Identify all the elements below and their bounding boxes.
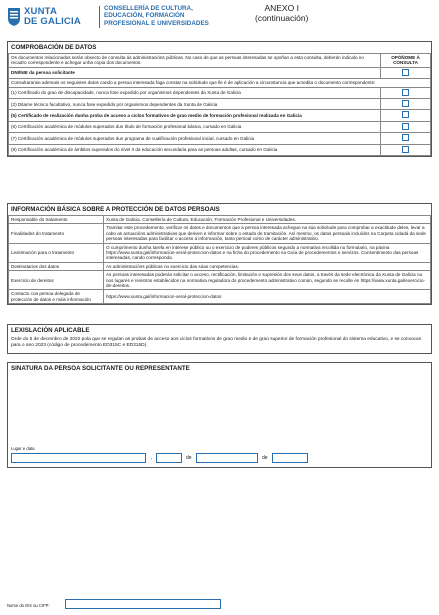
additional-consult-note: Consultaranse ademais os seguintes datos cando a persoa interesada faga constar na solicitude que lle é de aplicación a circunstancia que acredita o documento correspondente: — [9, 79, 431, 87]
protection-row-label: Destinatarios dos datos — [9, 262, 104, 270]
protection-row-label: Lexitimación para o tratamento — [9, 243, 104, 262]
verification-table — [8, 53, 431, 156]
protection-row-value: https://www.xunta.gal/informacion-xeral-proteccion-datos — [104, 290, 431, 304]
oppose-dni-checkbox[interactable] — [402, 69, 409, 76]
ies-name-label: Nome do IES ou CIFP: — [7, 603, 50, 608]
place-field[interactable] — [11, 453, 146, 463]
ies-name-field[interactable] — [65, 599, 221, 609]
oppose-checkbox[interactable] — [402, 123, 409, 130]
protection-row-value: As administracións públicas no exercicio das súas competencias. — [104, 262, 431, 270]
oppose-checkbox[interactable] — [402, 111, 409, 118]
day-field[interactable] — [156, 453, 182, 463]
xunta-logo — [7, 4, 97, 30]
month-field[interactable] — [196, 453, 258, 463]
consult-row-label: (6) Certificación académica de módulos superados dun título de formación profesional básica, cursado en Galicia — [9, 121, 381, 132]
consellaria-name — [104, 5, 209, 27]
logo-text-line2: DE GALICIA — [24, 16, 81, 27]
protection-row-label: Responsable do tratamento — [9, 216, 104, 224]
oppose-checkbox[interactable] — [402, 89, 409, 96]
legislation-section — [7, 324, 432, 354]
verification-intro: Os documentos relacionados serán obxecto de consulta ás administracións públicas. No caso de que as persoas interesadas se opoñan a esta consulta, deberán indicalo no recadro correspondente e achegar unha copia dos documentos. — [9, 54, 381, 68]
logo-text-line1: XUNTA — [24, 6, 58, 17]
consult-row-label: (5) Certificado de realización dunha proba de acceso a ciclos formativos de grao medio de formación profesional realizada en Galicia — [9, 110, 381, 121]
place-date-label: Lugar e data — [11, 446, 35, 451]
year-field[interactable] — [272, 453, 308, 463]
legislation-text: Orde do 5 de decembro de 2022 pola que se regulan as probas de acceso aos ciclos formativos de grao medio e de grao superior de formación profesional do sistema educativo, e se convocan para o ano 2023 (código de procedemento ED315C e ED315D). — [11, 337, 422, 348]
galicia-shield-icon — [7, 7, 21, 27]
section-title: SINATURA DA PERSOA SOLICITANTE OU REPRESENTANTE — [11, 365, 190, 372]
consellaria-line: CONSELLERÍA DE CULTURA, — [104, 5, 193, 12]
protection-row-label: Finalidades do tratamento — [9, 224, 104, 243]
de-separator: de — [262, 455, 268, 461]
protection-row-label: Contacto coa persoa delegada de protección de datos e máis información — [9, 290, 104, 304]
consult-row-label: (8) Certificación académica de ámbitos superados do nivel II da educación secundaria para as persoas adultas, cursado en Galicia — [9, 144, 381, 155]
annex-label — [255, 4, 308, 23]
section-title: INFORMACIÓN BÁSICA SOBRE A PROTECCIÓN DE DATOS PERSOAIS — [11, 206, 220, 213]
data-protection-table — [8, 215, 431, 304]
protection-row-label: Exercicio de dereitos — [9, 271, 104, 290]
consult-row-label: (2) Ditame técnico facultativo, nunca fose expedido por organismos dependentes da Xunta de Galicia — [9, 99, 381, 110]
protection-row-value: As persoas interesadas poderán solicitar o acceso, rectificación, limitación e supresión dos seus datos, a través da sede electrónica da Xunta de Galicia ou nos lugares e rexistros establecidos na normativa reguladora do procedemento administrativo común, segundo se recolle en https://www.xunta.gal/exercicio-de-dereitos. — [104, 271, 431, 290]
protection-row-value: Xunta de Galicia. Consellería de Cultura, Educación, Formación Profesional e Universidades. — [104, 216, 431, 224]
section-title: COMPROBACIÓN DE DATOS — [11, 44, 97, 51]
oppose-checkbox[interactable] — [402, 134, 409, 141]
de-separator: de — [186, 455, 192, 461]
annex-title: ANEXO I — [264, 3, 299, 13]
protection-row-value: O cumprimento dunha tarefa en interese público ou o exercicio de poderes públicos segundo a normativa recollida no formulario, na páxina https://www.xunta.gal/informacion-xeral-proteccion-datos e na ficha do procedemento na Guía de procedementos e servizos. Consentimento das persoas interesadas, cando corresponda. — [104, 243, 431, 262]
data-protection-section — [7, 203, 432, 305]
consellaria-line: PROFESIONAL E UNIVERSIDADES — [104, 19, 209, 27]
consult-row-label: (7) Certificación académica de módulos superados dun programa de cualificación profesional inicial, cursado en Galicia — [9, 133, 381, 144]
data-verification-section — [7, 41, 432, 157]
logo-divider — [99, 6, 100, 28]
oppose-checkbox[interactable] — [402, 146, 409, 153]
consult-row-label: (1) Certificado do grao de discapacidade, nunca fose expedido por organismos dependentes da Xunta de Galicia — [9, 87, 381, 98]
dni-row-label: DNI/NIE da persoa solicitante — [9, 67, 381, 78]
comma-separator: , — [151, 455, 153, 461]
oppose-checkbox[interactable] — [402, 100, 409, 107]
protection-row-value: Tramitar este procedemento, verificar os datos e documentos que a persoa interesada achegue na súa solicitude para comprobar a exactitude deles, levar a cabo as actuacións administrativas que deriven e informar sobre o estado de tramitación. Así mesmo, os datos persoais incluídos na Carpeta cidadá da sede persoas interesadas para facilitar o acceso á información, tanto persoal como de carácter administrativo. — [104, 224, 431, 243]
oppose-header: OPÓÑOME Á CONSULTA — [381, 54, 431, 68]
consellaria-line: EDUCACIÓN, FORMACIÓN — [104, 12, 185, 20]
page-header — [7, 4, 432, 30]
section-title: LEXISLACIÓN APLICABLE — [11, 327, 90, 334]
signature-section — [7, 362, 432, 468]
annex-subtitle: (continuación) — [255, 12, 309, 23]
